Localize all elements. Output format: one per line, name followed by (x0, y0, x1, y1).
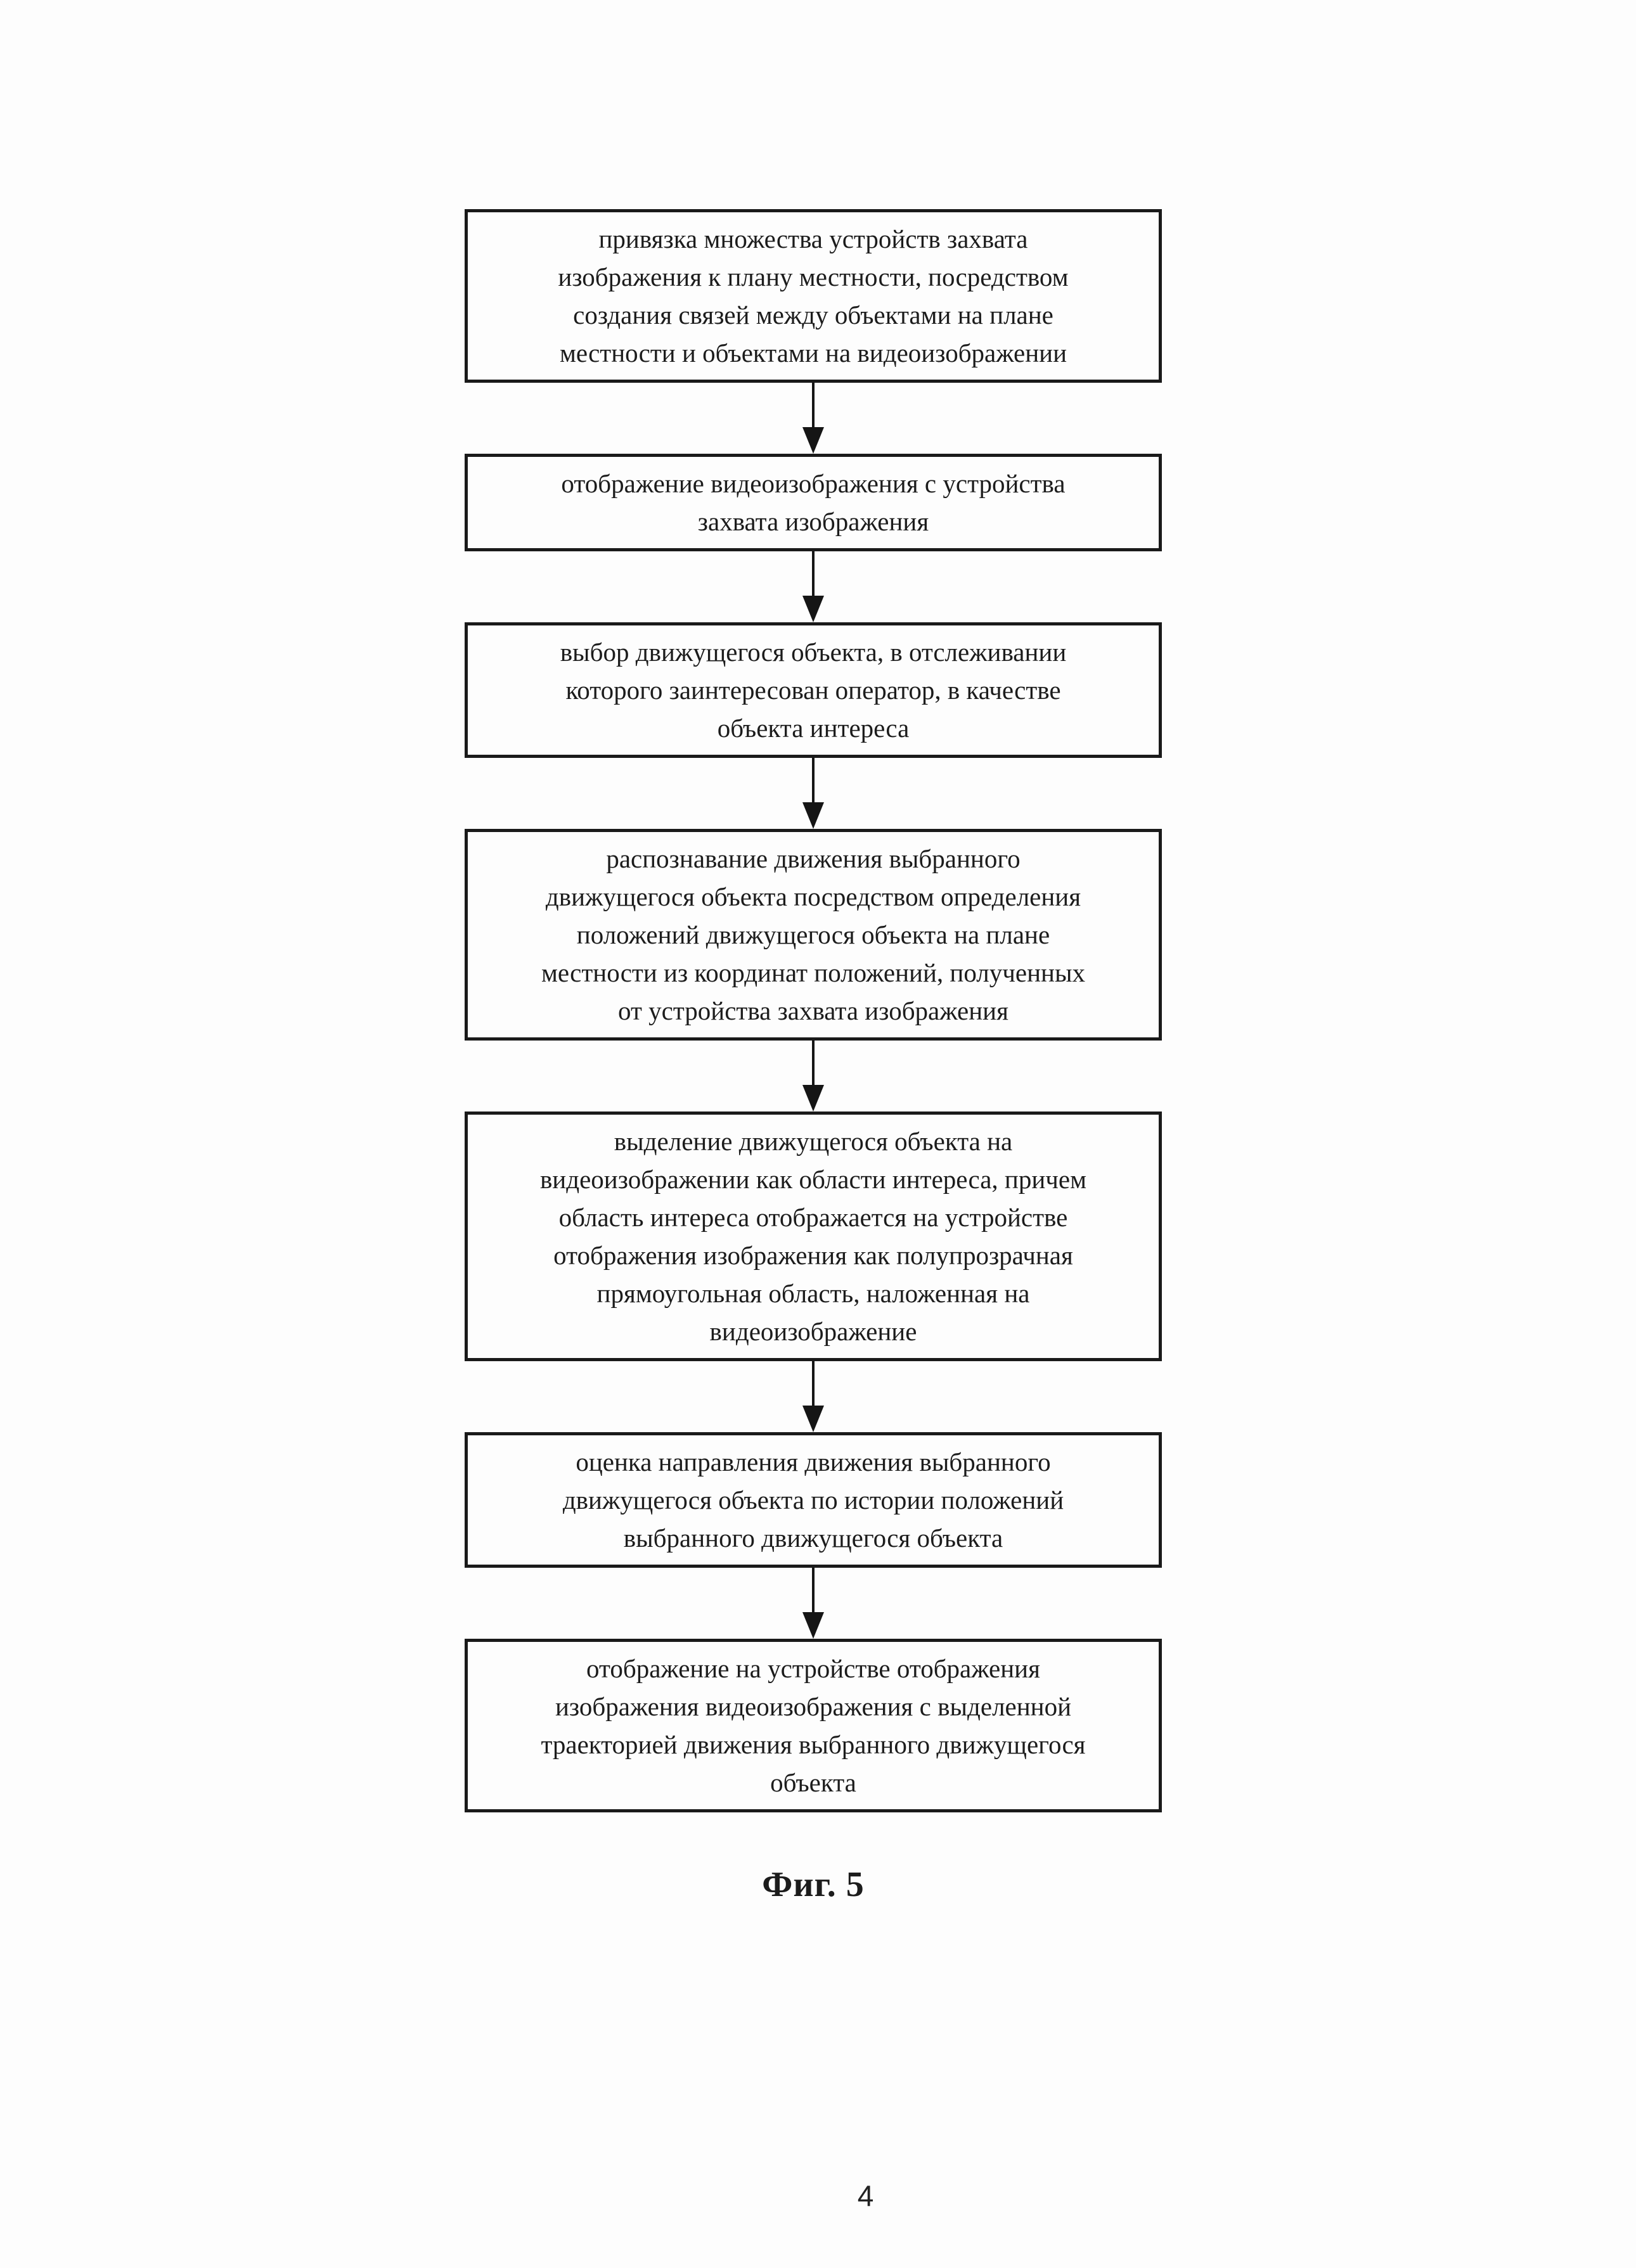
down-arrow-icon (802, 1041, 825, 1112)
page-number: 4 (857, 2179, 874, 2212)
flow-step-7-label: отображение на устройстве отображения изображения видеоизображения с выделенной траекторией движения выбранного движущегося объекта (541, 1654, 1086, 1797)
flow-step-5-label: выделение движущегося объекта на видеоизображении как области интереса, причем область интереса отображается на устройстве отображения изображения как полупрозрачная прямоугольная область, наложенная на видеоизображение (539, 1127, 1087, 1346)
down-arrow-icon (802, 551, 825, 622)
flow-step-7 (465, 1639, 1162, 1812)
flow-step-6-label: оценка направления движения выбранного движущегося объекта по истории положений выбранного движущегося объекта (562, 1447, 1064, 1553)
flow-step-6 (465, 1432, 1162, 1568)
down-arrow-icon (802, 1361, 825, 1432)
flowchart (465, 209, 1162, 1905)
down-arrow-icon (802, 383, 825, 454)
flow-step-4-label: распознавание движения выбранного движущегося объекта посредством определения положений движущегося объекта на плане местности из координат положений, полученных от устройства захвата изображения (541, 844, 1086, 1025)
flow-step-5 (465, 1112, 1162, 1361)
down-arrow-icon (802, 758, 825, 829)
flow-step-3-label: выбор движущегося объекта, в отслеживании которого заинтересован оператор, в качестве объекта интереса (560, 637, 1067, 743)
flow-step-1 (465, 209, 1162, 383)
down-arrow-icon (802, 1568, 825, 1639)
flow-step-4 (465, 829, 1162, 1041)
flow-step-2 (465, 454, 1162, 551)
figure-caption: Фиг. 5 (762, 1865, 865, 1904)
flow-step-2-label: отображение видеоизображения с устройства захвата изображения (561, 469, 1066, 536)
flow-step-3 (465, 622, 1162, 758)
flow-step-1-label: привязка множества устройств захвата изображения к плану местности, посредством создания связей между объектами на плане местности и объектами на видеоизображении (558, 224, 1069, 368)
